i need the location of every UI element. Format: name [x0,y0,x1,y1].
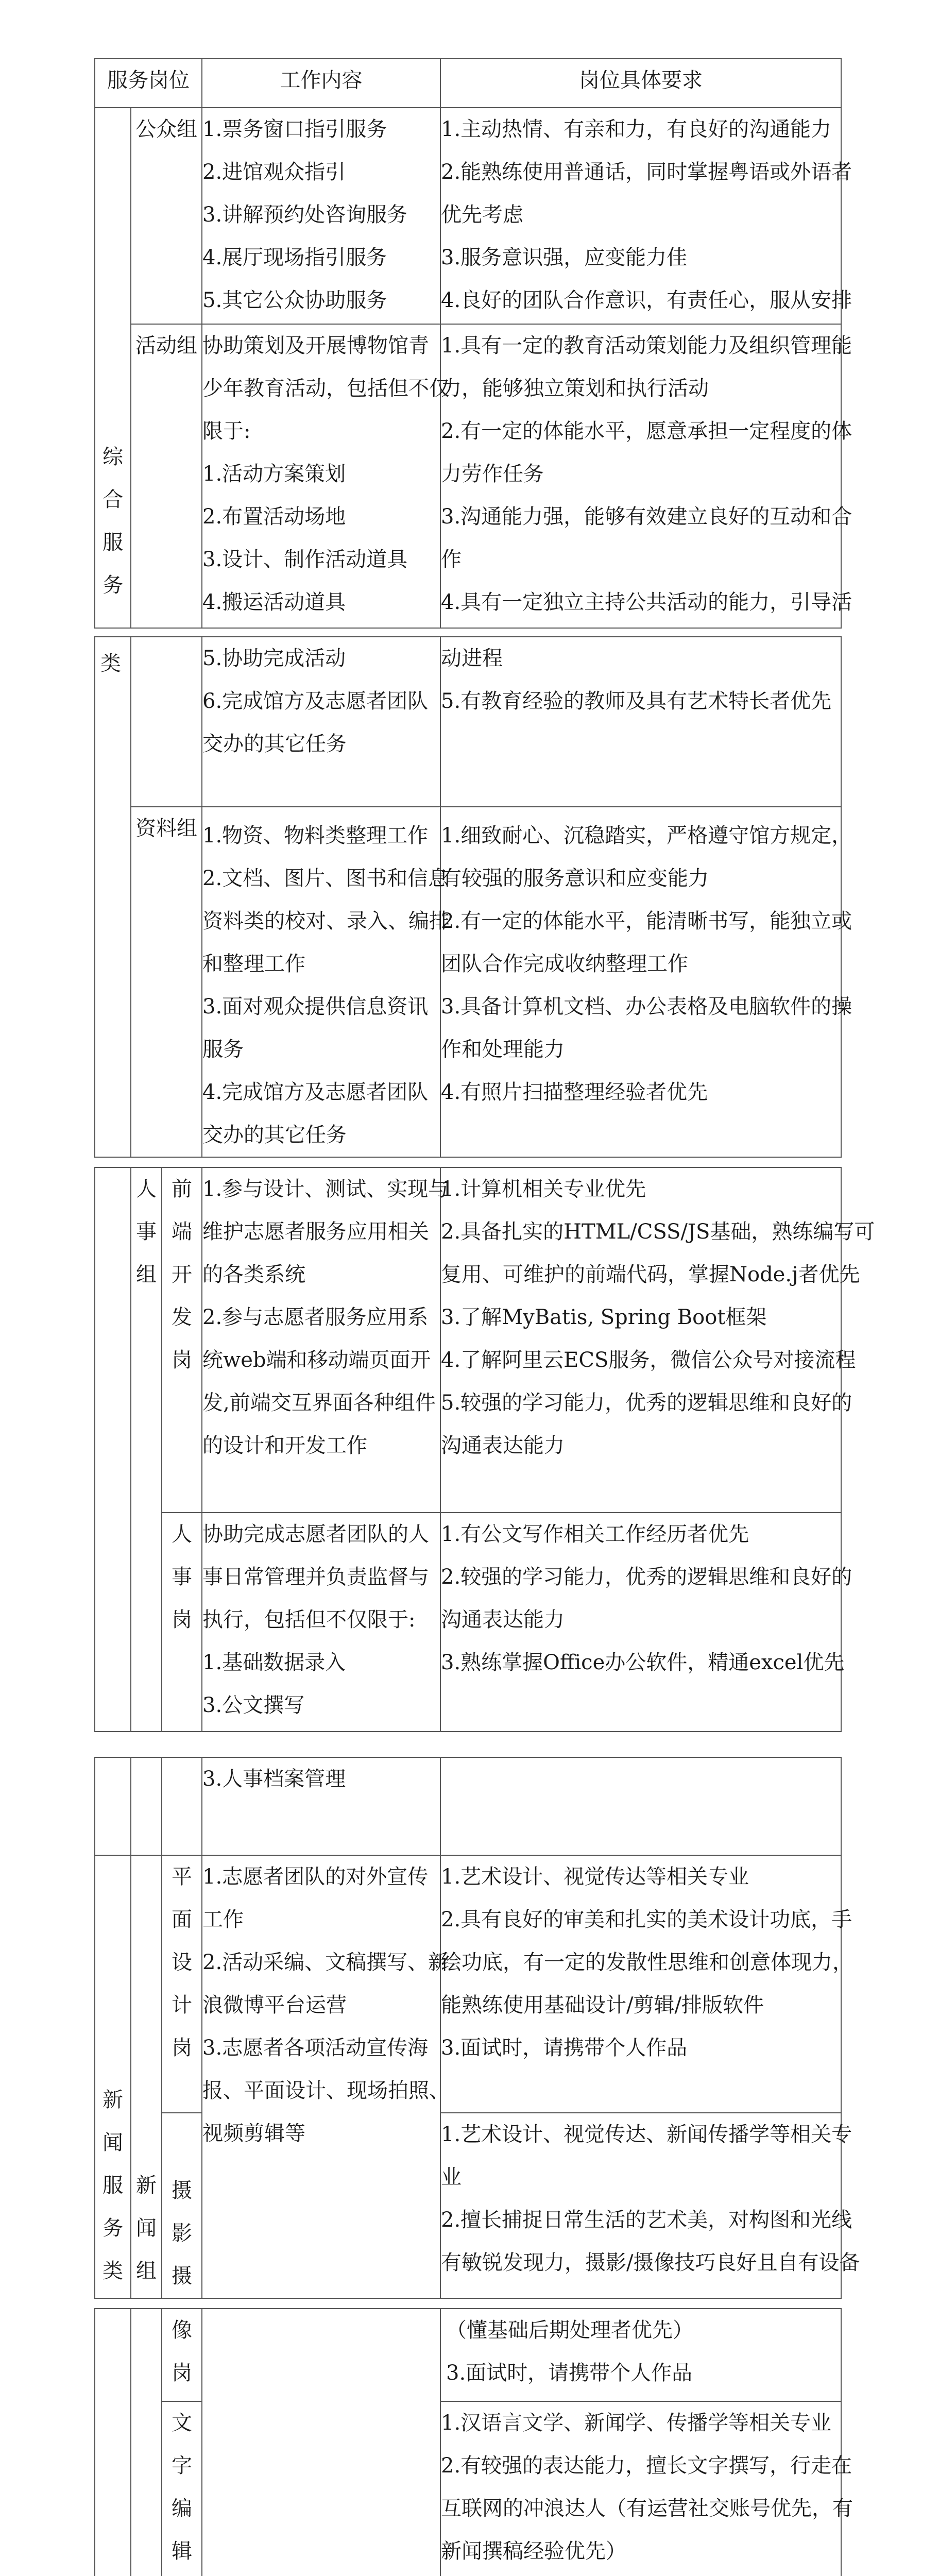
row-public-group [95,108,841,324]
content-activity: 协助策划及开展博物馆青 少年教育活动，包括但不仅 限于: 1.活动方案策划 2.布置活动场地 3.设计、制作活动道具 4.搬运活动道具 [202,324,440,628]
table-part-2 [94,636,852,1158]
requirements-hr: 1.有公文写作相关工作经历者优先 2.较强的学习能力，优秀的逻辑思维和良好的 沟通表达能力 3.熟练掌握Office办公软件，精通excel优先 [440,1513,841,1732]
row-frontend-post [95,1167,841,1513]
requirements-activity-continued: 动进程 5.有教育经验的教师及具有艺术特长者优先 [440,637,841,807]
content-hr-continued: 3.人事档案管理 [202,1757,440,1855]
row-graphic-post [95,1855,841,2113]
header-content: 工作内容 [202,59,440,108]
content-frontend: 1.参与设计、测试、实现与 维护志愿者服务应用相关 的各类系统 2.参与志愿者服务应用系 统web端和移动端页面开 发,前端交互界面各种组件 的设计和开发工作 [202,1167,440,1513]
category-empty-3 [95,2309,131,2576]
content-empty-3 [202,2309,440,2576]
requirements-photography-continued: （懂基础后期处理者优先） 3.面试时，请携带个人作品 [440,2309,841,2401]
table-part-1 [94,58,852,629]
requirements-public: 1.主动热情、有亲和力，有良好的沟通能力 2.能熟练使用普通话，同时掌握粤语或外语者 优先考虑 3.服务意识强，应变能力佳 4.良好的团队合作意识，有责任心，服从安排 [440,108,841,324]
group-empty-3 [131,2309,162,2576]
category-continued: 类 [95,637,131,1157]
requirements-activity: 1.具有一定的教育活动策划能力及组织管理能 力，能够独立策划和执行活动 2.有一定的体能水平，愿意承担一定程度的体 力劳作任务 3.沟通能力强，能够有效建立良好的互动和合 作 4.具有一定独立主持公共活动的能力，引导活 [440,324,841,628]
row-activity-group [95,324,841,628]
category-empty-2 [95,1757,131,1855]
group-news: 新 闻 组 [131,1855,162,2298]
content-graphic-design: 1.志愿者团队的对外宣传 工作 2.活动采编、文稿撰写、新 浪微博平台运营 3.志愿者各项活动宣传海 报、平面设计、现场拍照、 视频剪辑等 [202,1855,440,2298]
header-post: 服务岗位 [95,59,202,108]
row-activity-continued [95,637,841,807]
group-public: 公众组 [131,108,202,324]
group-materials: 资料组 [131,807,202,1157]
group-empty-2 [131,1757,162,1855]
table-part-5 [94,2308,853,2576]
content-hr: 协助完成志愿者团队的人 事日常管理并负责监督与 执行，包括但不仅限于: 1.基础数据录入 3.公文撰写 [202,1513,440,1732]
group-activity: 活动组 [131,324,202,628]
category-empty [95,1167,131,1732]
category-general-service: 综 合 服 务 [95,108,131,628]
post-graphic-design: 平 面 设 计 岗 [162,1855,202,2113]
post-text-editor: 文 字 编 辑 [162,2401,202,2576]
content-materials: 1.物资、物料类整理工作 2.文档、图片、图书和信息 资料类的校对、录入、编排 和整理工作 3.面对观众提供信息资讯 服务 4.完成馆方及志愿者团队 交办的其它任务 [202,807,440,1157]
category-news-service: 新 闻 服 务 类 [95,1855,131,2298]
post-hr: 人 事 岗 [162,1513,202,1732]
requirements-frontend: 1.计算机相关专业优先 2.具备扎实的HTML/CSS/JS基础，熟练编写可 复用、可维护的前端代码，掌握Node.j者优先 3.了解MyBatis, Spring Boot框架 4.了解阿里云ECS服务，微信公众号对接流程 5.较强的学习能力，优秀的逻辑思维和良好的 沟通表达能力 [440,1167,841,1513]
requirements-hr-continued [440,1757,841,1855]
post-empty-2 [162,1757,202,1855]
requirements-text-editor: 1.汉语言文学、新闻学、传播学等相关专业 2.有较强的表达能力，擅长文字撰写，行走在 互联网的冲浪达人（有运营社交账号优先，有 新闻撰稿经验优先） [440,2401,841,2576]
row-hr-continued [95,1757,841,1855]
content-public: 1.票务窗口指引服务 2.进馆观众指引 3.讲解预约处咨询服务 4.展厅现场指引服务 5.其它公众协助服务 [202,108,440,324]
row-photo-continued [95,2309,841,2401]
post-frontend: 前 端 开 发 岗 [162,1167,202,1513]
requirements-materials: 1.细致耐心、沉稳踏实，严格遵守馆方规定， 有较强的服务意识和应变能力 2.有一定的体能水平，能清晰书写，能独立或 团队合作完成收纳整理工作 3.具备计算机文档、办公表格及电脑软件的操 作和处理能力 4.有照片扫描整理经验者优先 [440,807,841,1157]
post-photography: 摄 影 摄 [162,2113,202,2298]
table-part-4 [94,1757,860,2299]
post-photography-continued: 像 岗 [162,2309,202,2401]
requirements-graphic-design: 1.艺术设计、视觉传达等相关专业 2.具有良好的审美和扎实的美术设计功底，手 绘功底，有一定的发散性思维和创意体现力， 能熟练使用基础设计/剪辑/排版软件 3.面试时，请携带个人作品 [440,1855,841,2113]
requirements-photography: 1.艺术设计、视觉传达、新闻传播学等相关专 业 2.擅长捕捉日常生活的艺术美，对构图和光线 有敏锐发现力，摄影/摄像技巧良好且自有设备 [440,2113,841,2298]
row-materials-group [95,807,841,1157]
group-hr: 人 事 组 [131,1167,162,1732]
header-requirements: 岗位具体要求 [440,59,841,108]
content-activity-continued: 5.协助完成活动 6.完成馆方及志愿者团队 交办的其它任务 [202,637,440,807]
group-activity-continued [131,637,202,807]
header-row [95,59,841,108]
row-hr-post [95,1513,841,1732]
table-part-3 [94,1167,875,1732]
